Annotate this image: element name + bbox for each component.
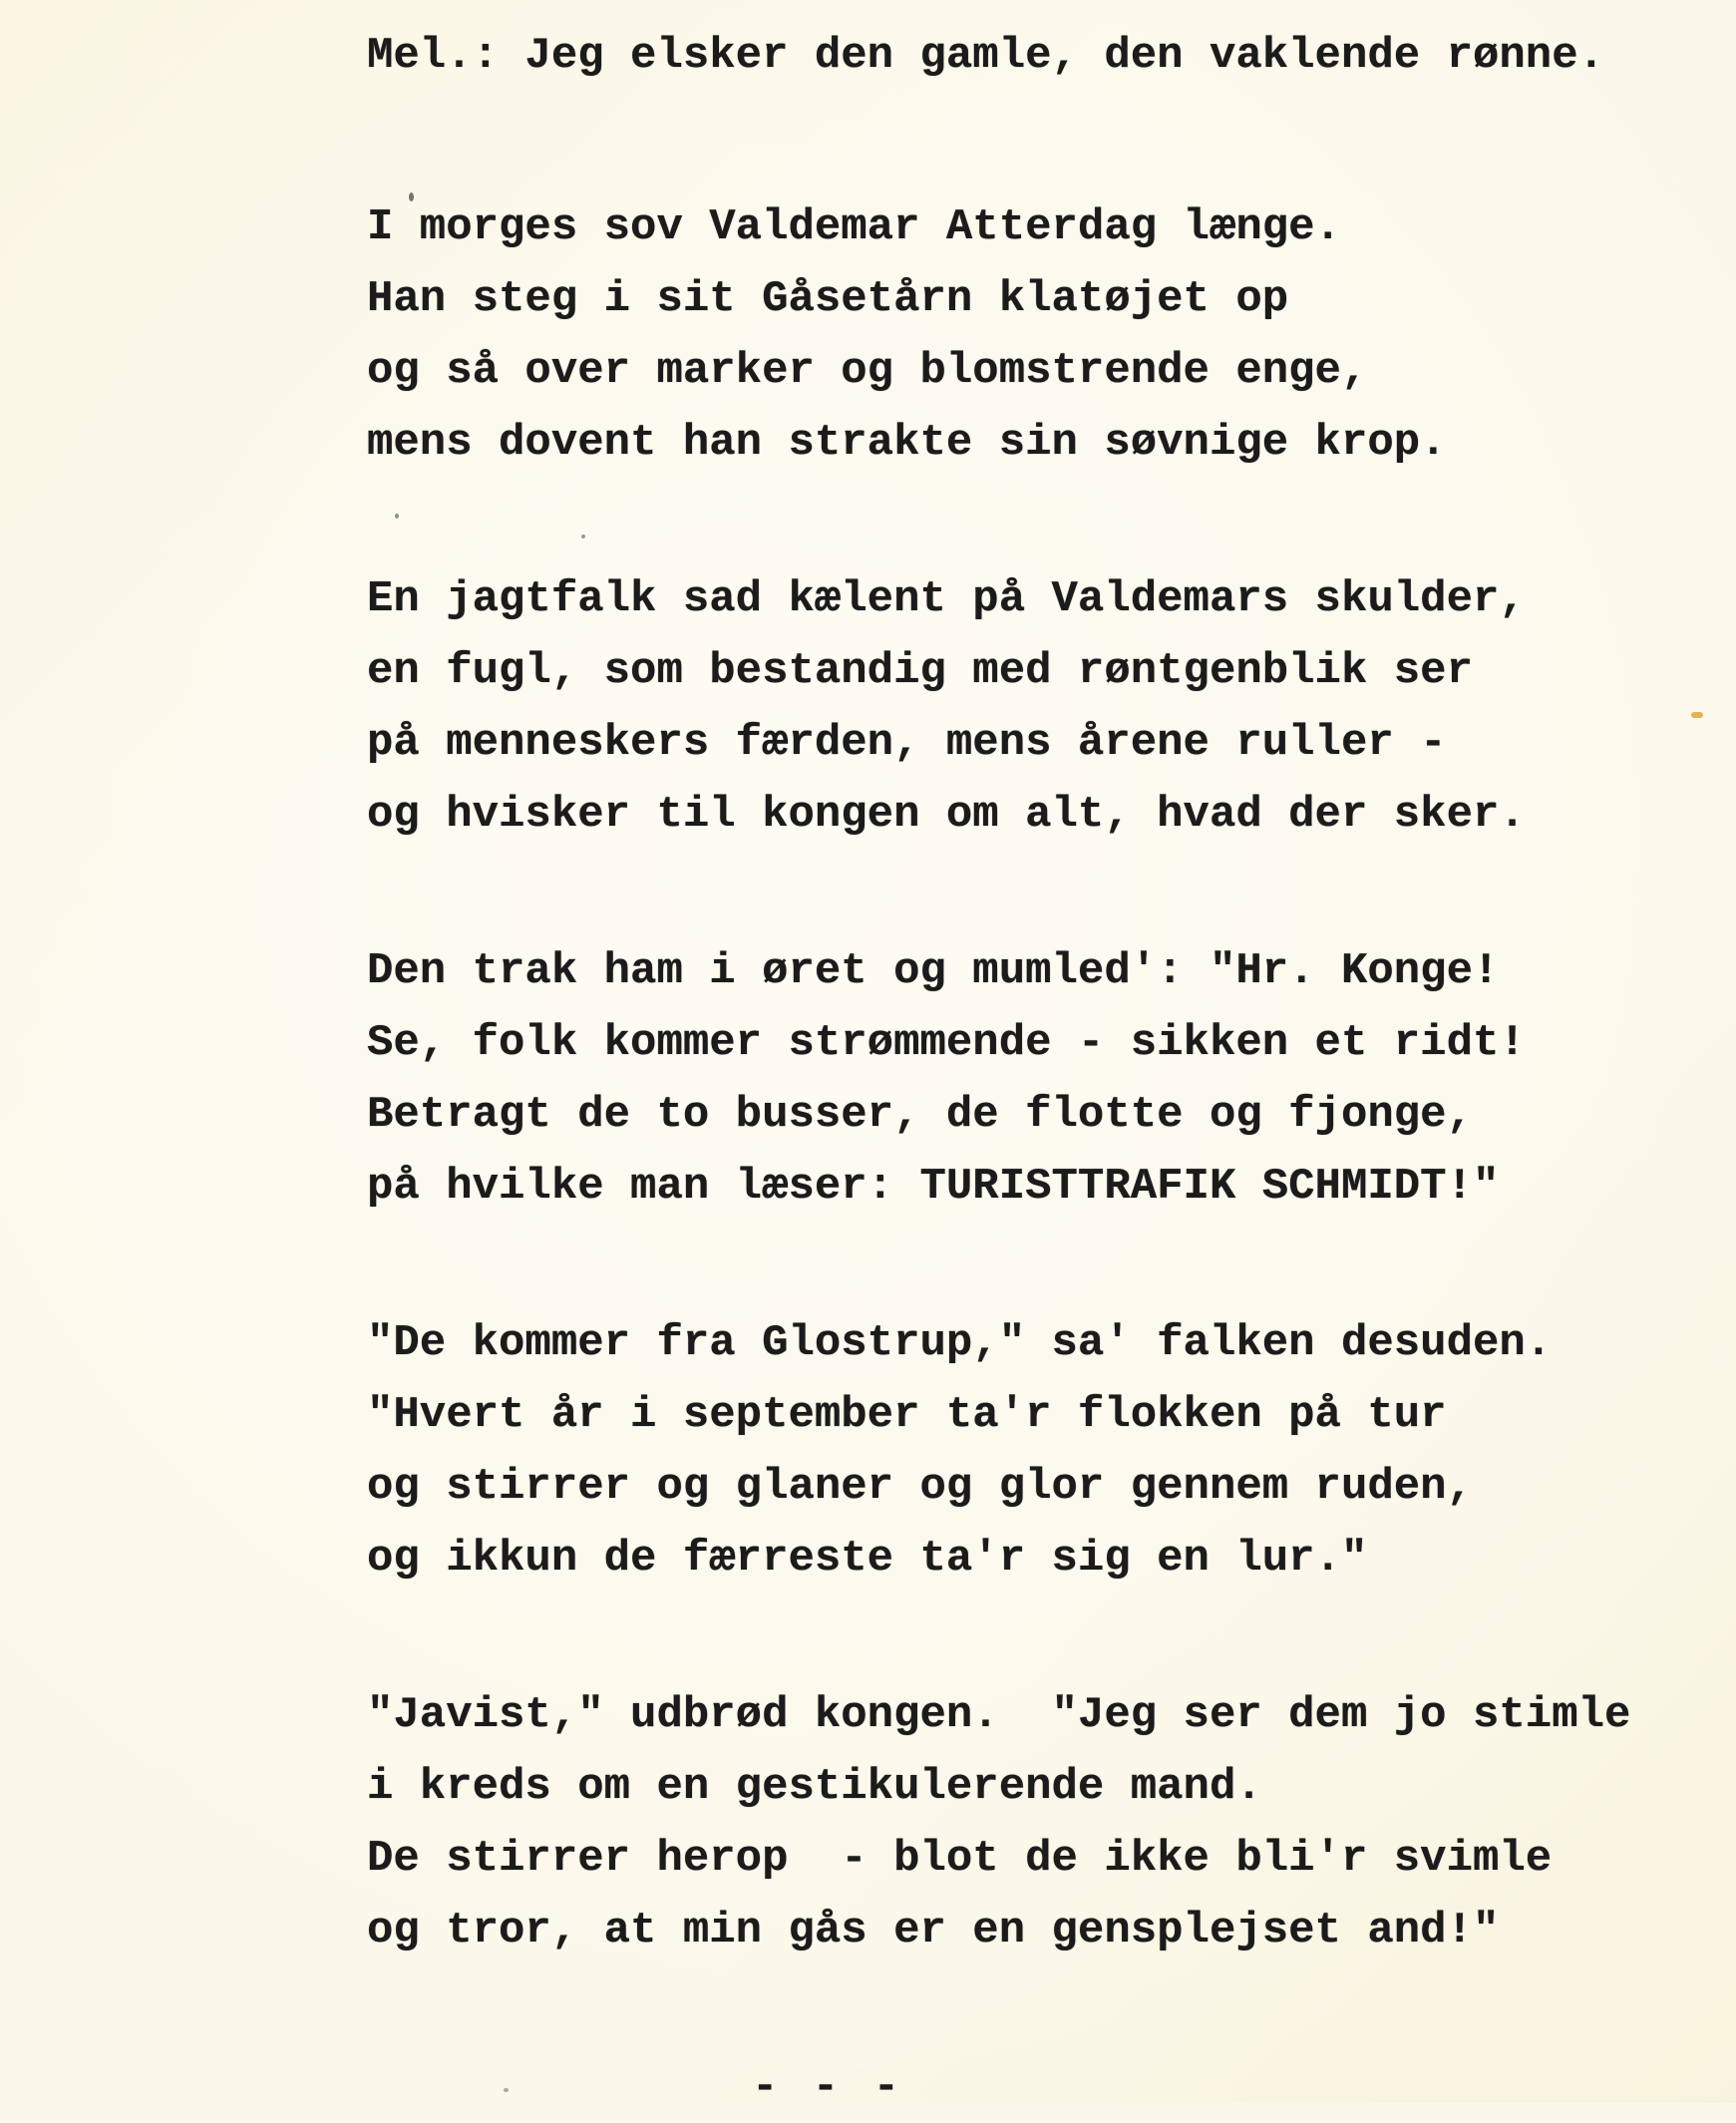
poem-line: Den trak ham i øret og mumled': "Hr. Konge! <box>367 946 1500 996</box>
ink-speck <box>504 2088 509 2092</box>
end-divider: - - - <box>752 2062 904 2112</box>
poem-line: og ikkun de færreste ta'r sig en lur." <box>367 1534 1368 1584</box>
poem-line: En jagtfalk sad kælent på Valdemars skulder, <box>367 574 1526 624</box>
poem-line: og så over marker og blomstrende enge, <box>367 346 1368 396</box>
stanza-1 <box>367 191 1630 479</box>
poem-line: og tror, at min gås er en gensplejset and!" <box>367 1906 1500 1955</box>
poem-line: Han steg i sit Gåsetårn klatøjet op <box>367 274 1289 324</box>
poem-line: på hvilke man læser: TURISTTRAFIK SCHMIDT!" <box>367 1162 1500 1212</box>
stanza-3 <box>367 935 1630 1223</box>
poem-line: Betragt de to busser, de flotte og fjonge, <box>367 1090 1473 1140</box>
melody-line: Mel.: Jeg elsker den gamle, den vaklende rønne. <box>367 31 1605 81</box>
stanza-5 <box>367 1679 1630 1966</box>
poem-line: "Javist," udbrød kongen. "Jeg ser dem jo stimle <box>367 1690 1631 1740</box>
poem-line: mens dovent han strakte sin søvnige krop. <box>367 418 1447 468</box>
poem-line: og hvisker til kongen om alt, hvad der sker. <box>367 790 1526 840</box>
poem-line: De stirrer herop - blot de ikke bli'r svimle <box>367 1834 1553 1884</box>
poem-line: I morges sov Valdemar Atterdag længe. <box>367 202 1341 252</box>
stanza-4 <box>367 1307 1630 1594</box>
ink-speck <box>581 534 585 538</box>
poem-text <box>367 20 1630 2123</box>
poem-line: på menneskers færden, mens årene ruller - <box>367 718 1447 768</box>
poem-line: en fugl, som bestandig med røntgenblik ser <box>367 646 1473 696</box>
poem-line: "Hvert år i september ta'r flokken på tur <box>367 1390 1447 1440</box>
orange-ink-speck <box>1691 712 1703 718</box>
poem-line: og stirrer og glaner og glor gennem ruden, <box>367 1462 1473 1512</box>
poem-line: "De kommer fra Glostrup," sa' falken desuden. <box>367 1318 1553 1368</box>
stanza-2 <box>367 563 1630 851</box>
ink-speck <box>395 514 399 519</box>
ink-speck <box>409 192 414 201</box>
poem-line: Se, folk kommer strømmende - sikken et ridt! <box>367 1018 1526 1068</box>
poem-line: i kreds om en gestikulerende mand. <box>367 1762 1262 1812</box>
